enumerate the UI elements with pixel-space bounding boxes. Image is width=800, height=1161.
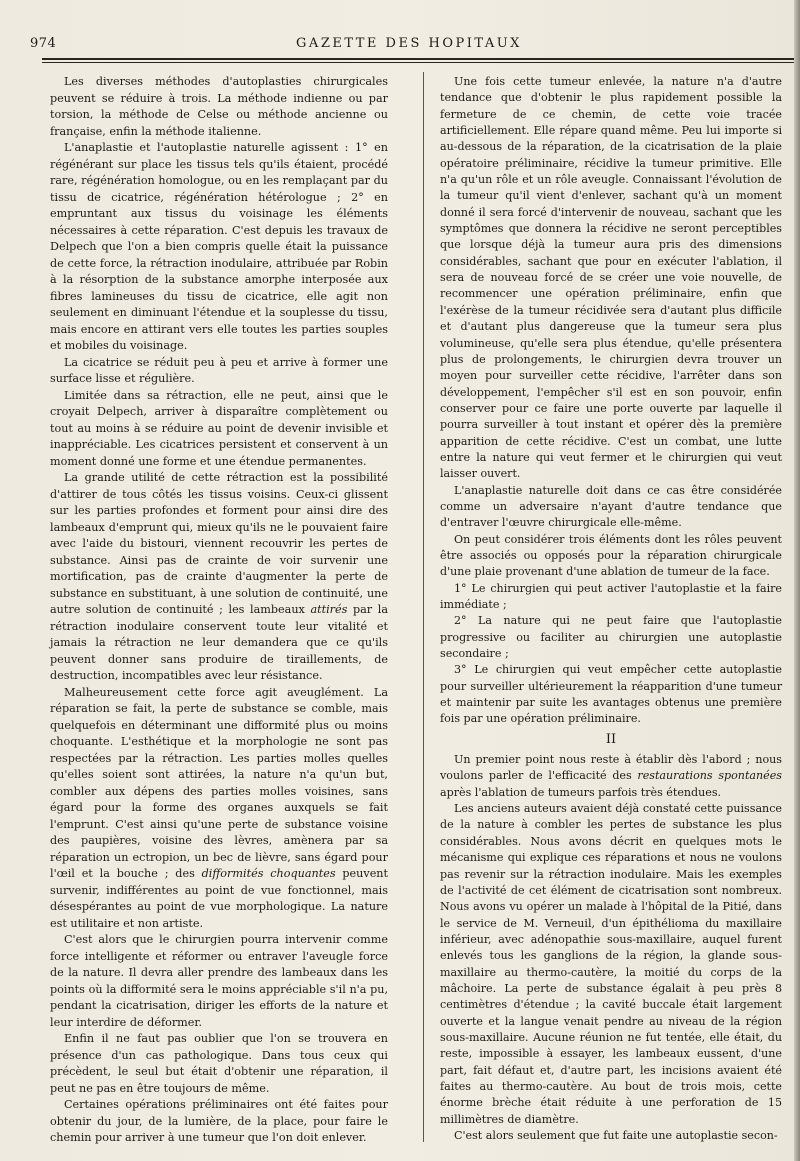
text-run: Malheureusement cette force agit aveuglément. La réparation se fait, la perte de substance se comble, mais quelquefois en déterminant une difformité plus ou moins choquante. L'esthétique et la morphologie ne sont pas respectées par la rétraction. Les parties molles quelles qu'elles soient sont attirées, la nature n'a qu'un but, combler aux dépens des parties molles voisines, sans égard pour la forme des organes auxquels se fait l'emprunt. C'est ainsi qu'une perte de substance voisine des paupières, voisine des lèvres, amènera par sa réparation un ectropion, un bec de lièvre, sans égard pour l'œil et la bouche ; des <box>50 685 388 880</box>
paragraph: Les diverses méthodes d'autoplasties chirurgicales peuvent se réduire à trois. La méthode indienne ou par torsion, la méthode de Celse ou méthode ancienne ou française, enfin la méthode italienne. <box>50 75 388 138</box>
paragraph: Certaines opérations préliminaires ont été faites pour obtenir du jour, de la lumière, de la place, pour faire le chemin pour arriver à une tumeur que l'on doit enlever. <box>50 1098 388 1144</box>
paragraph: 1° Le chirurgien qui peut activer l'autoplastie et la faire immédiate ; <box>440 581 782 611</box>
text-run: La grande utilité de cette rétraction est la possibilité d'attirer de tous côtés les tissus voisins. Ceux-ci glissent sur les parties profondes et forment pour ainsi dire des lambeaux d'emprunt qui, mieux qu'ils ne le pouvaient faire avec l'aide du bistouri, viennent recouvrir les pertes de substance. Ainsi pas de crainte de voir survenir une mortification, pas de crainte d'augmenter la perte de substance en substituant, à une solution de continuité, une autre solution de continuité ; les lambeaux <box>50 471 388 616</box>
paragraph: Enfin il ne faut pas oublier que l'on se trouvera en présence d'un cas pathologique. Dans tous ceux qui précèdent, le seul but était d'obtenir une réparation, il peut ne pas en être toujours de même. <box>50 1032 388 1095</box>
header-rule <box>42 58 800 60</box>
left-column <box>50 74 388 1147</box>
paragraph <box>50 685 388 933</box>
right-column <box>440 74 782 1144</box>
text-run: après l'ablation de tumeurs parfois très étendues. <box>440 785 722 799</box>
page-number: 974 <box>30 36 57 51</box>
paragraph: L'anaplastie naturelle doit dans ce cas être considérée comme un adversaire n'ayant d'autre tendance que d'entraver l'œuvre chirurgicale elle-même. <box>440 483 782 530</box>
section-heading: II <box>605 731 617 747</box>
paragraph <box>440 752 782 801</box>
paragraph: On peut considérer trois éléments dont les rôles peuvent être associés ou opposés pour la réparation chirurgicale d'une plaie provenant d'une ablation de tumeur de la face. <box>440 532 782 579</box>
paragraph: Limitée dans sa rétraction, elle ne peut, ainsi que le croyait Delpech, arriver à disparaître complètement ou tout au moins à se réduire au point de devenir invisible et inappréciable. Les cicatrices persistent et conservent à un moment donné une forme et une étendue permanentes. <box>50 388 388 468</box>
paragraph: C'est alors que le chirurgien pourra intervenir comme force intelligente et réformer ou entraver l'aveugle force de la nature. Il devra aller prendre des lambeaux dans les points où la difformité sera le moins appréciable s'il n'a pu, pendant la cicatrisation, diriger les efforts de la nature et leur interdire de déformer. <box>50 933 388 1029</box>
paragraph <box>50 470 388 685</box>
text-run: Un premier point nous reste à établir dès l'abord ; nous voulons parler de l'efficacité des <box>440 753 782 783</box>
paragraph: L'anaplastie et l'autoplastie naturelle agissent : 1° en régénérant sur place les tissus tels qu'ils étaient, procédé rare, régénération homologue, ou en les remplaçant par du tissu de cicatrice, régénération hétérologue ; 2° en empruntant aux tissus du voisinage les éléments nécessaires à cette réparation. C'est depuis les travaux de Delpech que l'on a bien compris quelle était la puissance de cette force, la rétraction inodulaire, attribuée par Robin à la résorption de la substance amorphe interposée aux fibres lamineuses du tissu de cicatrice, elle agit non seulement en diminuant l'étendue et la souplesse du tissu, mais encore en attirant vers elle toutes les parties souples et mobiles du voisinage. <box>50 141 388 352</box>
italic-term: difformités choquantes <box>201 867 336 880</box>
column-divider <box>423 72 424 1142</box>
page-edge <box>794 0 800 1161</box>
text-run: peuvent survenir, indifférentes au point de vue fonctionnel, mais désespérantes au point de vue morphologique. La nature est utilitaire et non artiste. <box>50 867 389 930</box>
text-run: par la rétraction inodulaire conservent toute leur vitalité et jamais la rétraction ne leur demandera que ce qu'ils peuvent donner sans produire de tiraillements, de destruction, incompatibles avec leur résistance. <box>50 603 388 682</box>
journal-title: GAZETTE DES HOPITAUX <box>296 36 522 51</box>
italic-term: attirés <box>310 603 348 616</box>
paragraph: La cicatrice se réduit peu à peu et arrive à former une surface lisse et régulière. <box>50 355 388 385</box>
paragraph: C'est alors seulement que fut faite une autoplastie secon- <box>454 1129 778 1142</box>
italic-term: restaurations spontanées <box>637 769 782 783</box>
header-rule-thin <box>42 62 800 63</box>
paragraph: 3° Le chirurgien qui veut empêcher cette autoplastie pour surveiller ultérieurement la réapparition d'une tumeur et maintenir par suite les avantages obtenus une première fois par une opération préliminaire. <box>440 663 782 726</box>
page-header <box>30 34 788 60</box>
paragraph: Les anciens auteurs avaient déjà constaté cette puissance de la nature à combler les pertes de substance les plus considérables. Nous avons décrit en quelques mots le mécanisme qui explique ces réparations et nous ne voulons pas revenir sur la rétraction inodulaire. Mais les exemples de l'activité de cet élément de cicatrisation sont nombreux. Nous avons vu opérer un malade à l'hôpital de la Pitié, dans le service de M. Verneuil, d'un épithélioma du maxillaire inférieur, avec adénopathie sous-maxillaire, auquel furent enlevés tous les ganglions de la région, la glande sous-maxillaire au thermo-cautère, la moitié du corps de la mâchoire. La perte de substance égalait à peu près 8 centimètres d'étendue ; la cavité buccale était largement ouverte et la langue venait pendre au niveau de la région sous-maxillaire. Aucune réunion ne fut tentée, elle était, du reste, impossible à essayer, les lambeaux eussent, d'une part, fait défaut et, d'autre part, les incisions avaient été faites au thermo-cautère. Au bout de trois mois, cette énorme brèche était réduite à une perforation de 15 millimètres de diamètre. <box>440 802 782 1126</box>
paragraph: Une fois cette tumeur enlevée, la nature n'a d'autre tendance que d'obtenir le plus rapidement possible la fermeture de ce chemin, de cette voie tracée artificiellement. Elle répare quand même. Peu lui importe si au-dessous de la réparation, de la cicatrisation de la plaie opératoire préliminaire, récidive la tumeur primitive. Elle n'a qu'un rôle et un rôle aveugle. Connaissant l'évolution de la tumeur qu'il vient d'enlever, sachant qu'à un moment donné il sera forcé d'intervenir de nouveau, sachant que les symptômes que donnera la récidive ne seront perceptibles que lorsque déjà la tumeur aura pris des dimensions considérables, sachant que pour en exécuter l'ablation, il sera de nouveau forcé de se créer une voie nouvelle, de recommencer une opération préliminaire, enfin que l'exérèse de la tumeur récidivée sera d'autant plus difficile et d'autant plus dangereuse que la tumeur sera plus volumineuse, qu'elle sera plus étendue, qu'elle présentera plus de prolongements, le chirurgien devra trouver un moyen pour surveiller cette récidive, l'arrêter dans son développement, l'empêcher s'il est en son pouvoir, enfin conserver pour ce faire une porte ouverte par laquelle il pourra surveiller à tout instant et opérer dès la première apparition de cette récidive. C'est un combat, une lutte entre la nature qui veut fermer et le chirurgien qui veut laisser ouvert. <box>440 75 782 481</box>
paragraph: 2° La nature qui ne peut faire que l'autoplastie progressive ou faciliter au chirurgien une autoplastie secondaire ; <box>440 614 782 661</box>
